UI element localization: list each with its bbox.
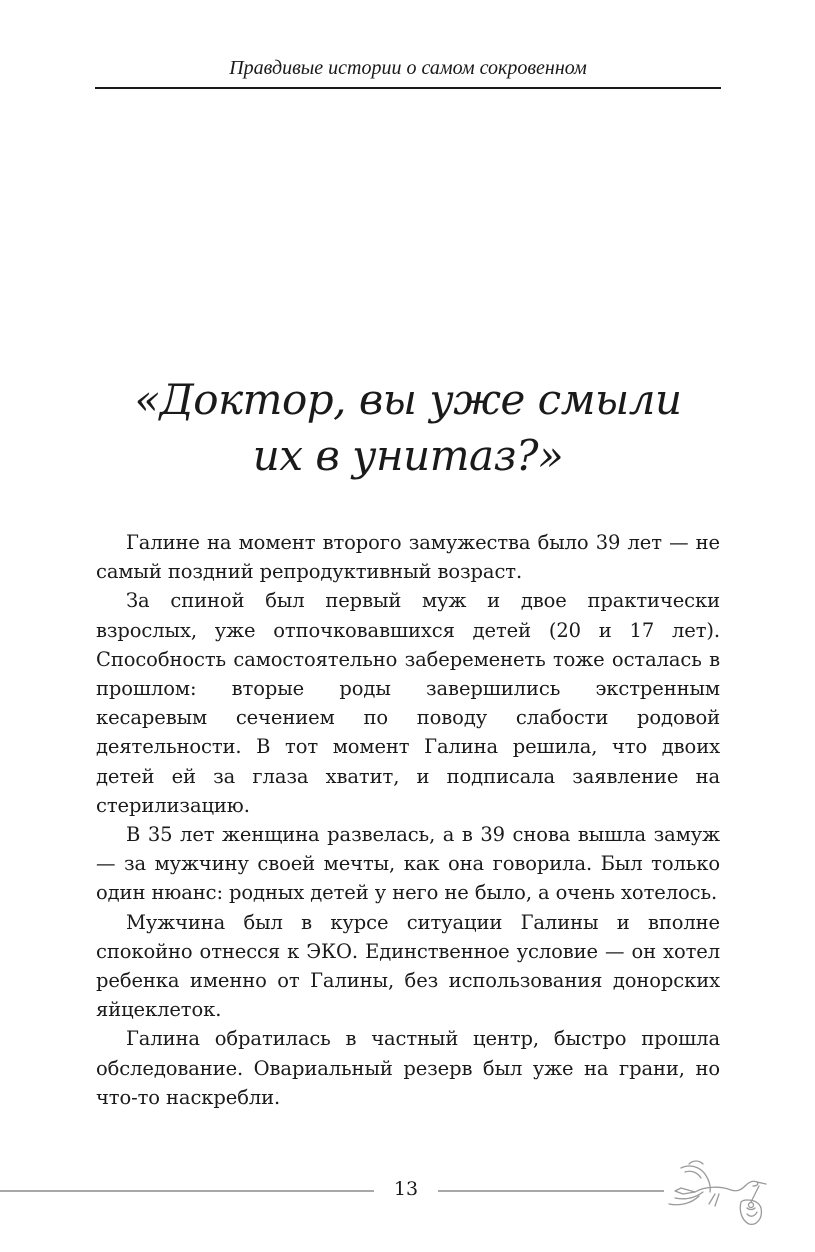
paragraph: Мужчина был в курсе ситуации Галины и вполне спокойно отнесся к ЭКО. Единственное условие — он хотел ребенка именно от Галины, без использования донорских яйцеклеток. [96, 910, 720, 1022]
chapter-title-line-1: «Доктор, вы уже смыли [134, 375, 682, 424]
footer-rule-left [0, 1190, 374, 1192]
running-head: Правдивые истории о самом сокровенном [229, 57, 587, 79]
footer-rule-right [438, 1190, 664, 1192]
body-text [96, 528, 720, 1112]
paragraph: Галине на момент второго замужества было 39 лет — не самый поздний репродуктивный возраст. [96, 531, 720, 584]
paragraph: В 35 лет женщина развелась, а в 39 снова вышла замуж — за мужчину своей мечты, как она говорила. Был только один нюанс: родных детей у него не было, а очень хотелось. [96, 823, 720, 905]
chapter-title-line-2: их в унитаз?» [252, 431, 564, 480]
stork-with-baby-icon [655, 1158, 767, 1230]
header-rule [95, 87, 721, 89]
paragraph: За спиной был первый муж и двое практически взрослых, уже отпочковавшихся детей (20 и 17 лет). Способность самостоятельно забеременеть тоже осталась в прошлом: вторые роды завершились экстренным кесаревым сечением по поводу слабости родовой деятельности. В тот момент Галина решила, что двоих детей ей за глаза хватит, и подписала заявление на стерилизацию. [96, 589, 720, 817]
paragraph: Галина обратилась в частный центр, быстро прошла обследование. Овариальный резерв был уже на грани, но что-то наскребли. [96, 1027, 720, 1109]
page-number: 13 [393, 1178, 419, 1200]
chapter-title [95, 372, 721, 484]
